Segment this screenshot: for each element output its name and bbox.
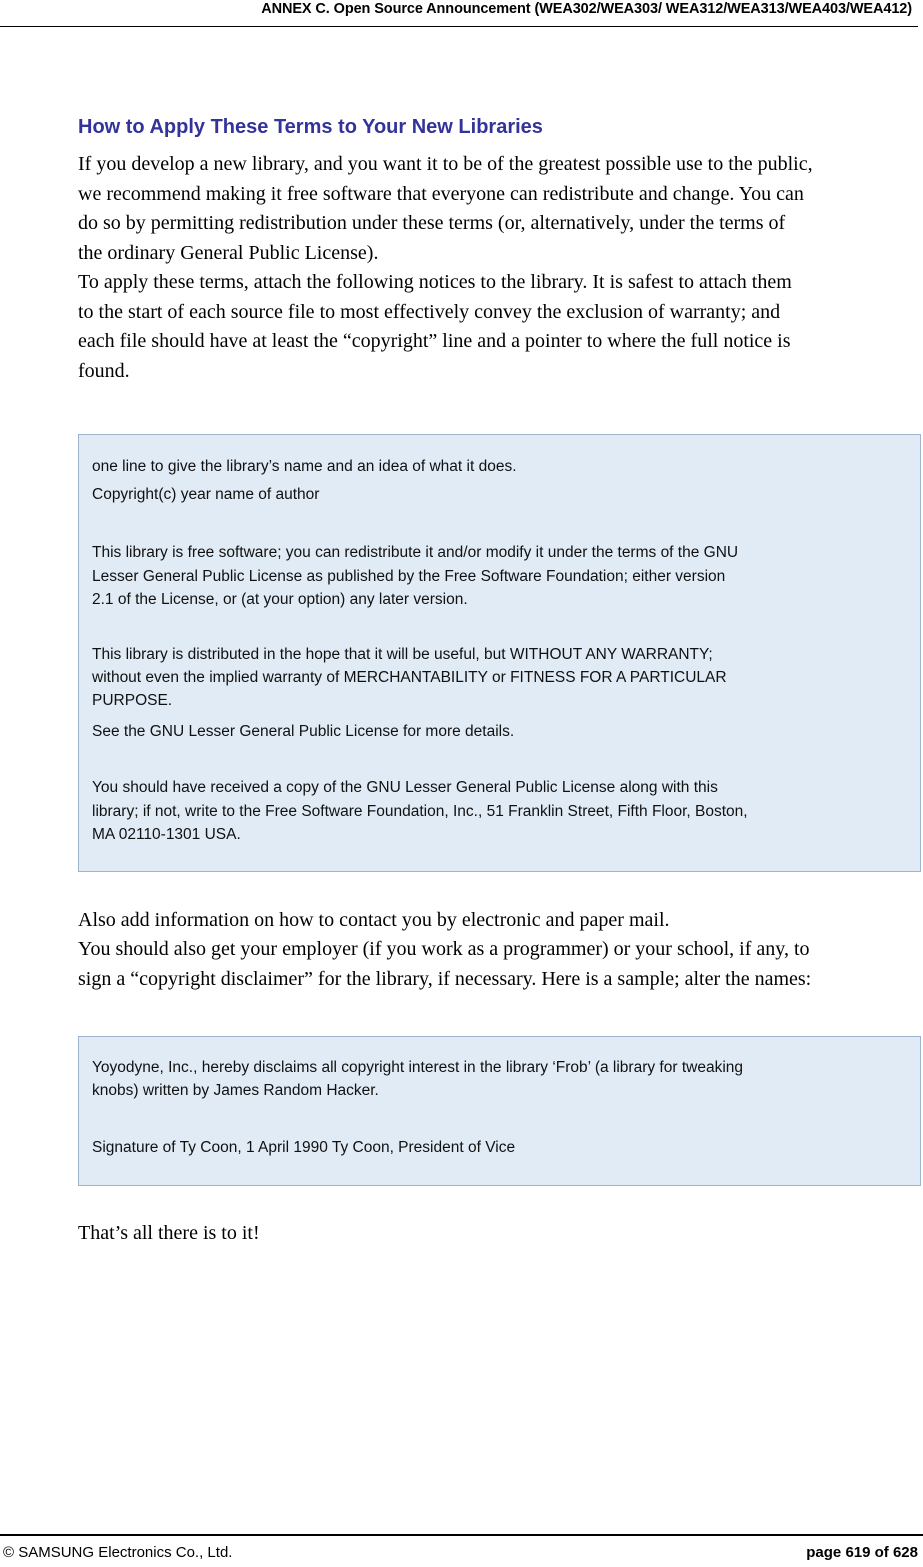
copyright-notice: © SAMSUNG Electronics Co., Ltd. xyxy=(3,1544,233,1561)
intro-line: to the start of each source file to most effectively convey the exclusion of warranty; and xyxy=(78,301,781,323)
disclaimer-line: Yoyodyne, Inc., hereby disclaims all copyright interest in the library ‘Frob’ (a library for tweaking xyxy=(92,1059,743,1076)
notice-line: MA 02110-1301 USA. xyxy=(92,826,241,843)
intro-line: the ordinary General Public License). xyxy=(78,242,379,264)
notice-line: See the GNU Lesser General Public License for more details. xyxy=(92,723,515,740)
intro-line: found. xyxy=(78,360,130,382)
notice-line: This library is distributed in the hope that it will be useful, but WITHOUT ANY WARRANTY; xyxy=(92,646,713,663)
disclaimer-line: knobs) written by James Random Hacker. xyxy=(92,1082,379,1099)
notice-line: one line to give the library’s name and an idea of what it does. xyxy=(92,458,517,475)
intro-line: we recommend making it free software that everyone can redistribute and change. You can xyxy=(78,183,804,205)
disclaimer-line: Signature of Ty Coon, 1 April 1990 Ty Coon, President of Vice xyxy=(92,1139,516,1156)
notice-line: PURPOSE. xyxy=(92,692,173,709)
notice-line: library; if not, write to the Free Software Foundation, Inc., 51 Franklin Street, Fifth Floor, Boston, xyxy=(92,803,748,820)
intro-line: each file should have at least the “copyright” line and a pointer to where the full notice is xyxy=(78,330,791,352)
closing-line: That’s all there is to it! xyxy=(78,1222,260,1244)
section-heading: How to Apply These Terms to Your New Libraries xyxy=(78,116,543,138)
copyright-disclaimer-box xyxy=(78,1036,921,1186)
notice-line: without even the implied warranty of MERCHANTABILITY or FITNESS FOR A PARTICULAR xyxy=(92,669,727,686)
middle-line: You should also get your employer (if you work as a programmer) or your school, if any, to xyxy=(78,938,810,960)
header-title: ANNEX C. Open Source Announcement (WEA302/WEA303/ WEA312/WEA313/WEA403/WEA412) xyxy=(261,1,912,17)
intro-line: To apply these terms, attach the following notices to the library. It is safest to attach them xyxy=(78,271,792,293)
license-notice-box xyxy=(78,434,921,872)
page-footer xyxy=(0,1534,923,1567)
middle-line: Also add information on how to contact you by electronic and paper mail. xyxy=(78,909,670,931)
notice-line: 2.1 of the License, or (at your option) any later version. xyxy=(92,591,468,608)
notice-line: Lesser General Public License as published by the Free Software Foundation; either version xyxy=(92,568,726,585)
page-header xyxy=(0,0,918,27)
intro-line: do so by permitting redistribution under these terms (or, alternatively, under the terms of xyxy=(78,212,786,234)
notice-line: This library is free software; you can redistribute it and/or modify it under the terms of the GNU xyxy=(92,544,739,561)
notice-line: Copyright(c) year name of author xyxy=(92,486,320,503)
page-number: page 619 of 628 xyxy=(806,1544,918,1561)
notice-line: You should have received a copy of the GNU Lesser General Public License along with this xyxy=(92,779,718,796)
middle-line: sign a “copyright disclaimer” for the library, if necessary. Here is a sample; alter the names: xyxy=(78,968,812,990)
intro-line: If you develop a new library, and you want it to be of the greatest possible use to the public, xyxy=(78,153,813,175)
